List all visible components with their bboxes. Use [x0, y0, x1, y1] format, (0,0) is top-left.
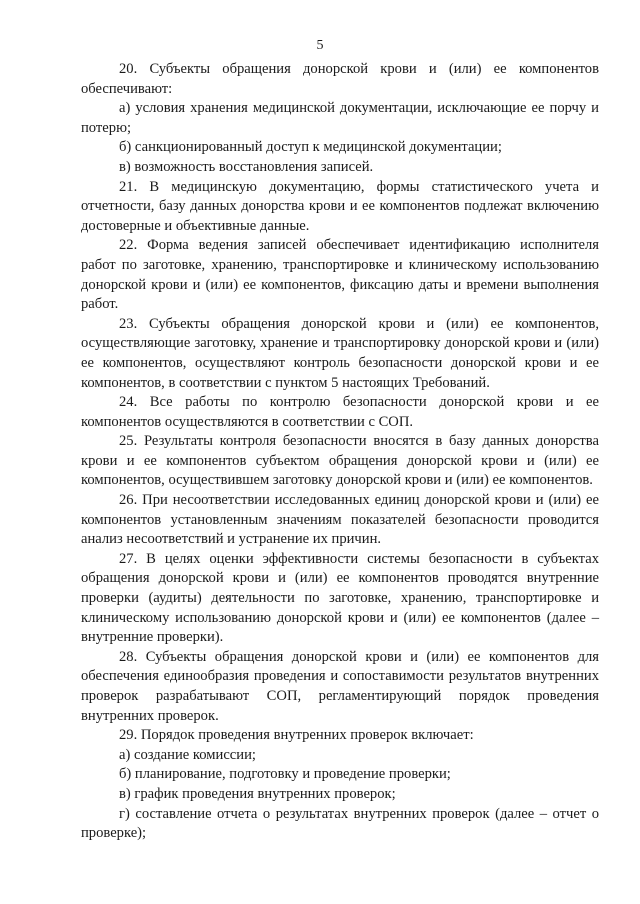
paragraph-29: 29. Порядок проведения внутренних проверок включает: — [119, 727, 474, 744]
paragraph-23: 23. Субъекты обращения донорской крови и (или) ее компонентов, осуществляющие заготовку, хранение и транспортировку донорской крови и (или) ее компонентов, осуществляют контроль безопасности донорской крови и ее компонентов, в соответствии с пунктом 5 настоящих Требований. — [81, 315, 599, 391]
paragraph-20-v: в) возможность восстановления записей. — [119, 158, 374, 175]
paragraph-22: 22. Форма ведения записей обеспечивает идентификацию исполнителя работ по заготовке, хранению, транспортировке и клиническому использованию донорской крови и (или) ее компонентов, фиксацию даты и времени выполнения работ. — [81, 237, 599, 313]
paragraph-21: 21. В медицинскую документацию, формы статистического учета и отчетности, базу данных донорства крови и ее компонентов подлежат включению достоверные и объективные данные. — [81, 178, 599, 234]
document-body — [81, 60, 599, 844]
paragraph-29-a: а) создание комиссии; — [119, 746, 256, 763]
paragraph-20: 20. Субъекты обращения донорской крови и (или) ее компонентов обеспечивают: — [81, 61, 599, 97]
paragraph-20-b: б) санкционированный доступ к медицинской документации; — [119, 139, 502, 156]
paragraph-29-g: г) составление отчета о результатах внутренних проверок (далее – отчет о проверке); — [81, 805, 599, 842]
paragraph-29-v: в) график проведения внутренних проверок; — [119, 785, 396, 802]
page-number: 5 — [316, 38, 324, 53]
paragraph-20-a: а) условия хранения медицинской документации, исключающие ее порчу и потерю; — [81, 100, 599, 136]
paragraph-26: 26. При несоответствии исследованных единиц донорской крови и (или) ее компонентов установленным значениям показателей безопасности проводится анализ несоответствий и устранение их причин. — [81, 492, 599, 548]
paragraph-27: 27. В целях оценки эффективности системы безопасности в субъектах обращения донорской крови и (или) ее компонентов проводятся внутренние проверки (аудиты) деятельности по заготовке, хранению, транспортировке и клиническому использованию донорской крови и (или) ее компонентов (далее – внутренние проверки). — [81, 550, 599, 646]
paragraph-25: 25. Результаты контроля безопасности вносятся в базу данных донорства крови и ее компонентов субъектом обращения донорской крови и (или) ее компонентов, осуществившем заготовку донорской крови и (или) ее компонентов. — [81, 433, 599, 489]
paragraph-29-b: б) планирование, подготовку и проведение проверки; — [119, 766, 451, 783]
paragraph-24: 24. Все работы по контролю безопасности донорской крови и ее компонентов осуществляются в соответствии с СОП. — [81, 394, 599, 430]
paragraph-28: 28. Субъекты обращения донорской крови и (или) ее компонентов для обеспечения единообразия проведения и сопоставимости результатов внутренних проверок разрабатывают СОП, регламентирующий порядок проведения внутренних проверок. — [81, 648, 599, 724]
